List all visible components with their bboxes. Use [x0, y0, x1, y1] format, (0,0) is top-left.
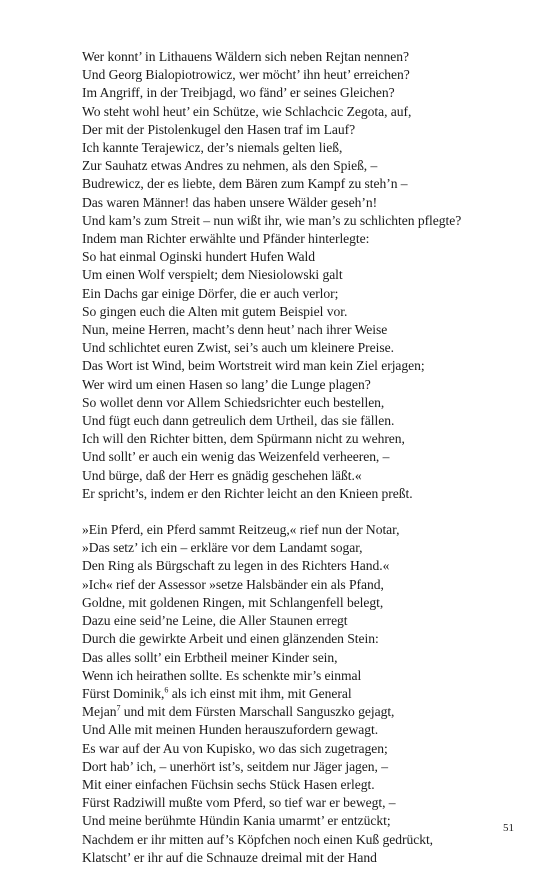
- verse-line: Das Wort ist Wind, beim Wortstreit wird man kein Ziel erjagen;: [82, 358, 425, 374]
- verse-line: Es war auf der Au von Kupisko, wo das sich zugetragen;: [82, 740, 388, 756]
- verse-line: Und kam’s zum Streit – nun wißt ihr, wie man’s zu schlichten pflegte?: [82, 212, 462, 228]
- verse-line: Nun, meine Herren, macht’s denn heut’ nach ihrer Weise: [82, 322, 388, 338]
- verse-line-dominik: [82, 685, 522, 703]
- verse-line: Nachdem er ihr mitten auf’s Köpfchen noch einen Kuß gedrückt,: [82, 831, 434, 847]
- verse-line: Wer wird um einen Hasen so lang’ die Lunge plagen?: [82, 376, 371, 392]
- verse-text: als ich einst mit ihm, mit General: [168, 685, 352, 701]
- verse-line: »Ich« rief der Assessor »setze Halsbänder ein als Pfand,: [82, 576, 384, 592]
- verse-line: Zur Sauhatz etwas Andres zu nehmen, als den Spieß, –: [82, 158, 378, 174]
- verse-line: Budrewicz, der es liebte, dem Bären zum Kampf zu steh’n –: [82, 176, 408, 192]
- verse-line: Und sollt’ er auch ein wenig das Weizenfeld verheeren, –: [82, 449, 390, 465]
- verse-text: und mit dem Fürsten Marschall Sanguszko gejagt,: [120, 704, 395, 720]
- footnote-marker[interactable]: 7: [116, 703, 121, 713]
- verse-line: Durch die gewirkte Arbeit und einen glänzenden Stein:: [82, 631, 379, 647]
- verse-line: Dazu eine seid’ne Leine, die Aller Staunen erregt: [82, 613, 348, 629]
- verse-line: Und Alle mit meinen Hunden herauszufordern gewagt.: [82, 722, 379, 738]
- verse-line: So wollet denn vor Allem Schiedsrichter euch bestellen,: [82, 394, 385, 410]
- stanza-1: [82, 48, 522, 503]
- stanza-2-part-b: [82, 721, 522, 867]
- verse-line: Im Angriff, in der Treibjagd, wo fänd’ er seines Gleichen?: [82, 85, 395, 101]
- verse-line: Wo steht wohl heut’ ein Schütze, wie Schlachcic Zegota, auf,: [82, 103, 412, 119]
- verse-line: Goldne, mit goldenen Ringen, mit Schlangenfell belegt,: [82, 594, 384, 610]
- verse-line: Wer konnt’ in Lithauens Wäldern sich neben Rejtan nennen?: [82, 49, 409, 64]
- verse-line-mejan: [82, 703, 522, 721]
- verse-line: Und schlichtet euren Zwist, sei’s auch um kleinere Preise.: [82, 340, 394, 356]
- verse-line: Indem man Richter erwählte und Pfänder hinterlegte:: [82, 231, 370, 247]
- stanza-gap: [82, 503, 522, 521]
- verse-line: Ich will den Richter bitten, dem Spürmann nicht zu wehren,: [82, 431, 405, 447]
- verse-line: So gingen euch die Alten mit gutem Beispiel vor.: [82, 303, 348, 319]
- poem-text: [82, 48, 522, 867]
- verse-line: Den Ring als Bürgschaft zu legen in des Richters Hand.«: [82, 558, 390, 574]
- stanza-2-part-a: [82, 521, 522, 685]
- verse-line: Wenn ich heirathen sollte. Es schenkte mir’s einmal: [82, 667, 362, 683]
- verse-line: Und bürge, daß der Herr es gnädig geschehen läßt.«: [82, 467, 362, 483]
- verse-text: Mejan: [82, 704, 117, 720]
- verse-line: Um einen Wolf verspielt; dem Niesiolowski galt: [82, 267, 343, 283]
- verse-line: Das alles sollt’ ein Erbtheil meiner Kinder sein,: [82, 649, 338, 665]
- footnote-marker[interactable]: 6: [164, 685, 169, 695]
- verse-text: Fürst Dominik,: [82, 685, 165, 701]
- verse-line: Und meine berühmte Hündin Kania umarmt’ er entzückt;: [82, 813, 391, 829]
- verse-line: Ein Dachs gar einige Dörfer, die er auch verlor;: [82, 285, 339, 301]
- verse-line: »Das setz’ ich ein – erkläre vor dem Landamt sogar,: [82, 540, 363, 556]
- verse-line: Und Georg Bialopiotrowicz, wer möcht’ ihn heut’ erreichen?: [82, 67, 410, 83]
- verse-line: Er spricht’s, indem er den Richter leicht an den Knieen preßt.: [82, 485, 413, 501]
- verse-line: Fürst Radziwill mußte vom Pferd, so tief war er bewegt, –: [82, 795, 396, 811]
- verse-line: So hat einmal Oginski hundert Hufen Wald: [82, 249, 315, 265]
- verse-line: Das waren Männer! das haben unsere Wälder geseh’n!: [82, 194, 378, 210]
- verse-line: Klatscht’ er ihr auf die Schnauze dreimal mit der Hand: [82, 849, 377, 865]
- verse-line: Dort hab’ ich, – unerhört ist’s, seitdem nur Jäger jagen, –: [82, 758, 388, 774]
- stanza-2: [82, 521, 522, 867]
- page-number: 51: [503, 822, 514, 834]
- verse-line: Mit einer einfachen Füchsin sechs Stück Hasen erlegt.: [82, 776, 375, 792]
- verse-line: »Ein Pferd, ein Pferd sammt Reitzeug,« rief nun der Notar,: [82, 522, 400, 538]
- verse-line: Ich kannte Terajewicz, der’s niemals gelten ließ,: [82, 140, 343, 156]
- verse-line: Und fügt euch dann getreulich dem Urtheil, das sie fällen.: [82, 413, 395, 429]
- verse-line: Der mit der Pistolenkugel den Hasen traf im Lauf?: [82, 121, 356, 137]
